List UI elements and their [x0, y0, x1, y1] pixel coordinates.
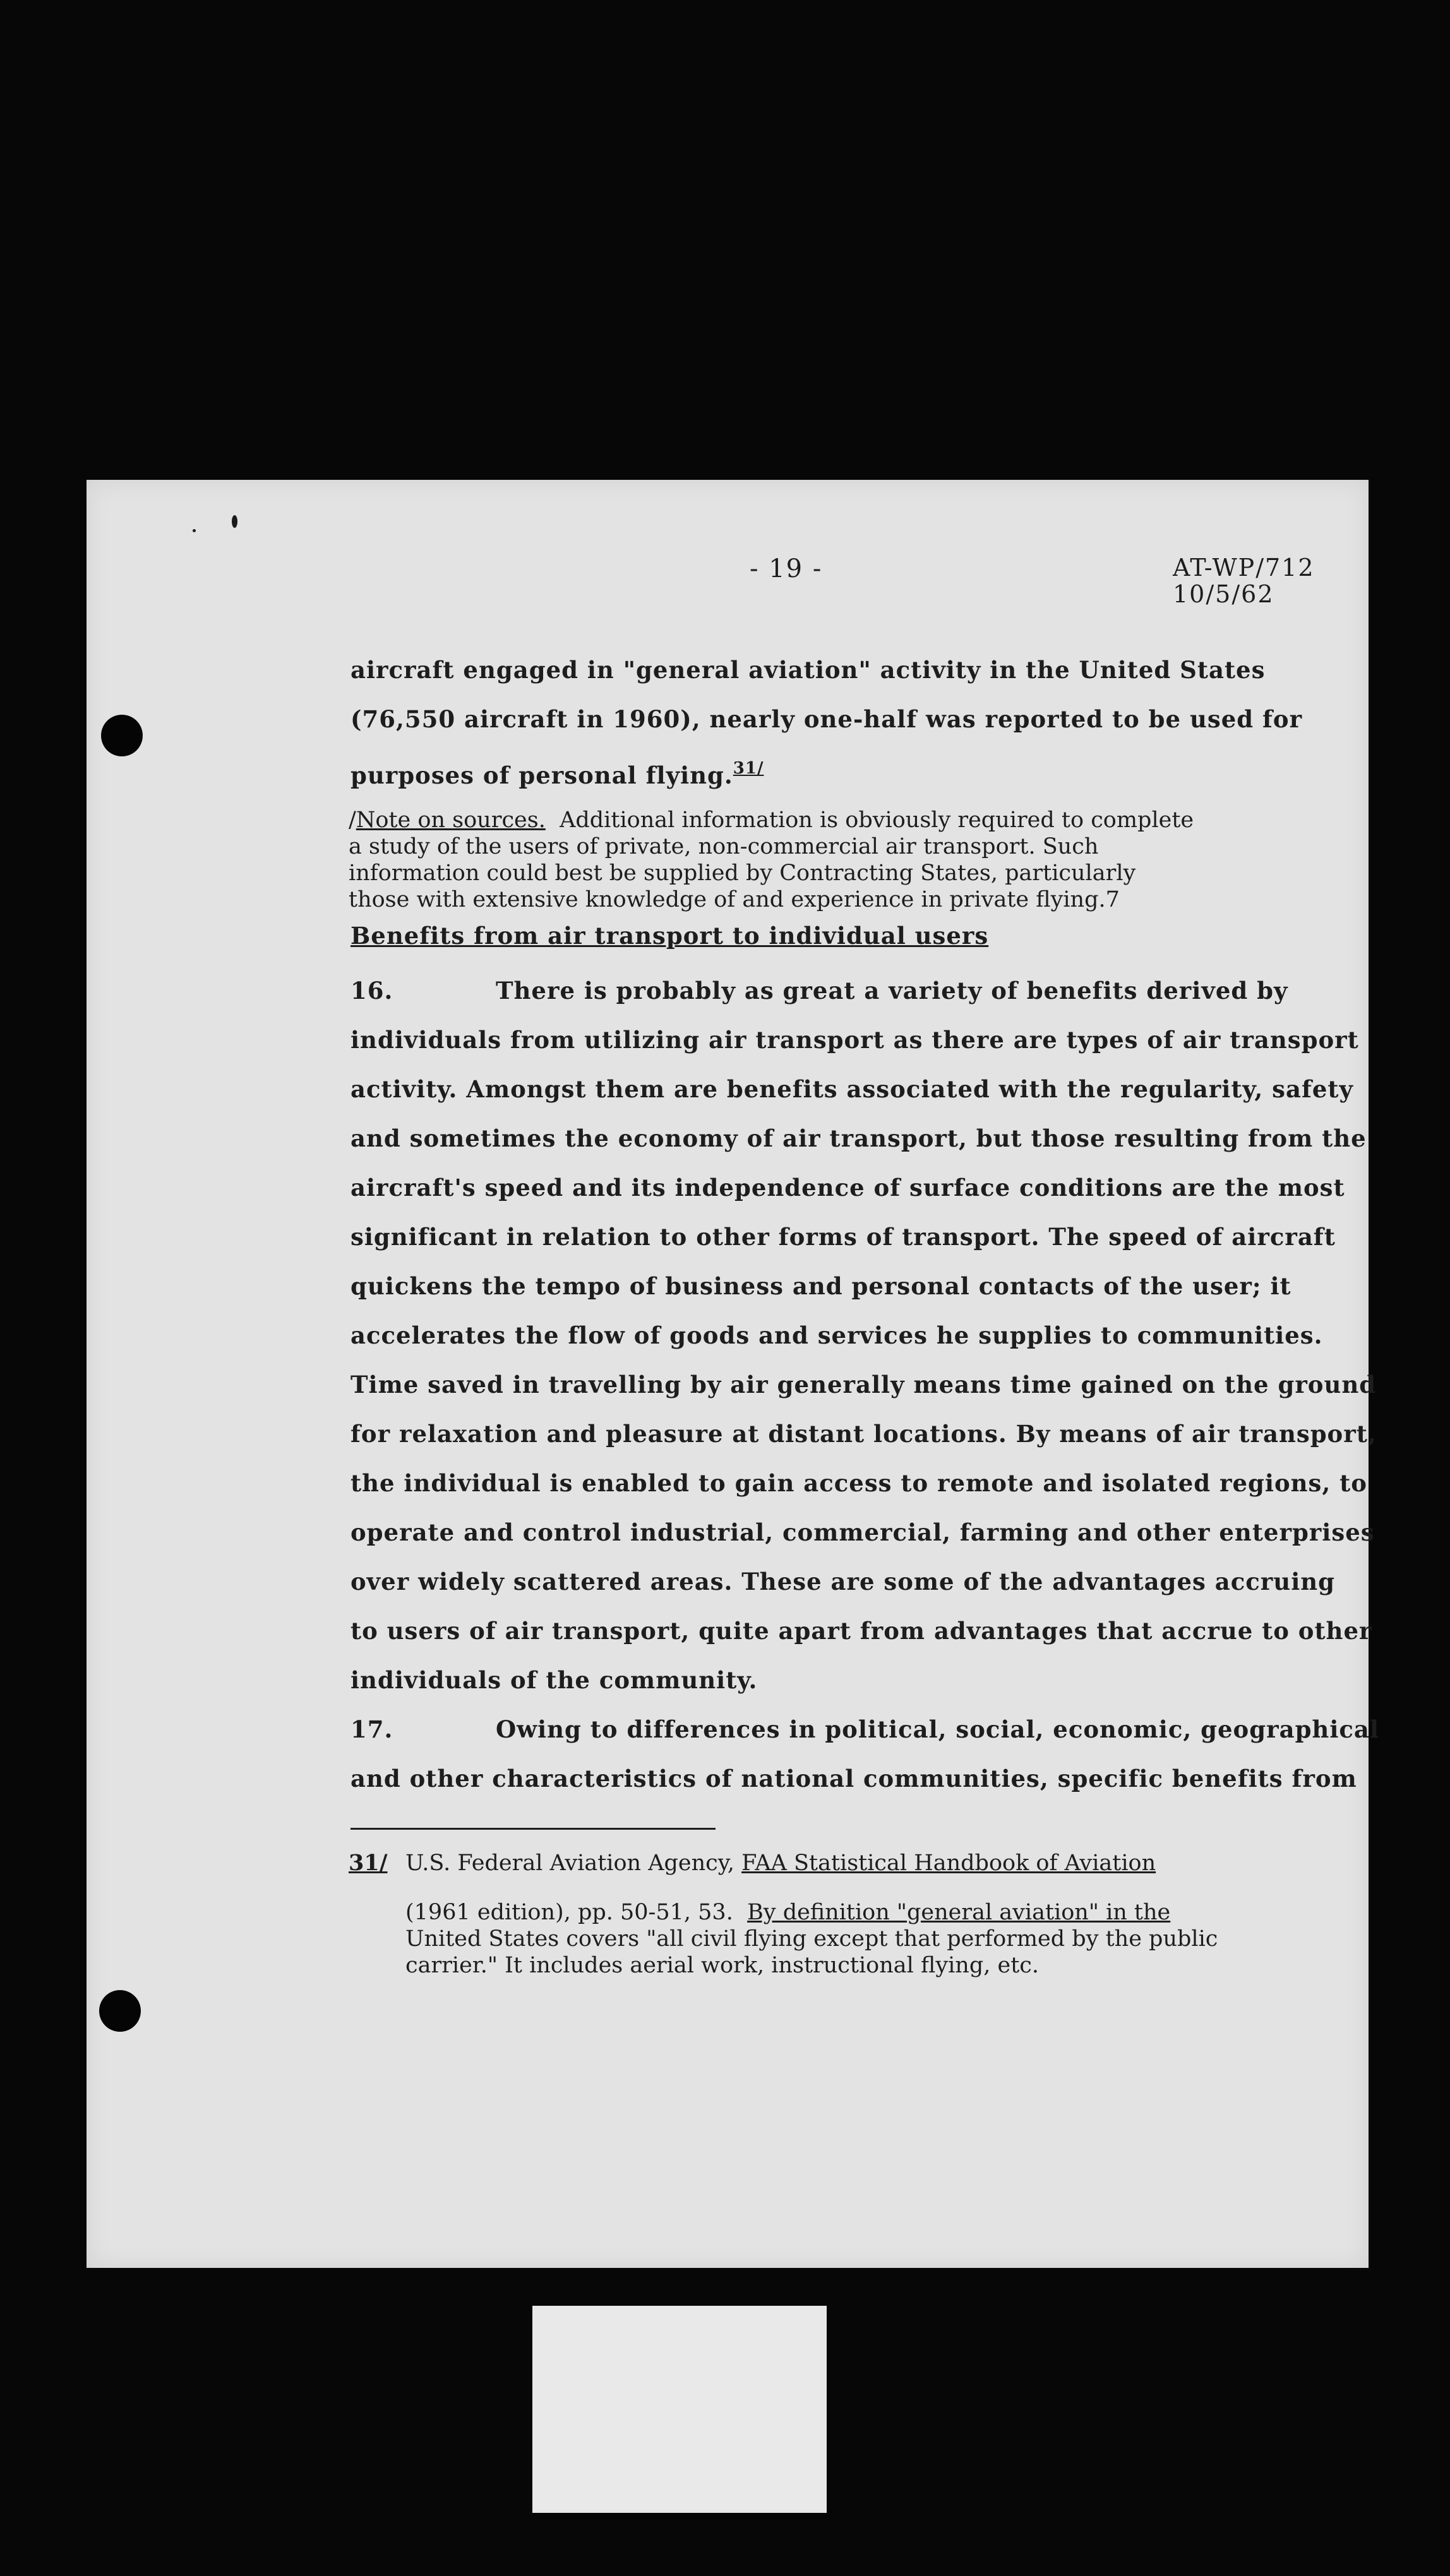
- text-line: Time saved in travelling by air generally means time gained on the ground: [351, 1371, 1377, 1398]
- text-line: aircraft's speed and its independence of surface conditions are the most: [351, 1174, 1345, 1202]
- text-line: over widely scattered areas. These are some of the advantages accruing: [351, 1568, 1336, 1595]
- page-number: - 19 -: [750, 554, 823, 583]
- text-line: [351, 966, 1342, 1015]
- paragraph-number: 17.: [351, 1715, 393, 1743]
- blank-card: [532, 2306, 827, 2513]
- text-line: the individual is enabled to gain access to remote and isolated regions, to: [351, 1469, 1367, 1497]
- doc-ref-code: AT-WP/712: [1173, 554, 1315, 581]
- text-line: significant in relation to other forms of transport. The speed of aircraft: [351, 1223, 1336, 1251]
- text-line: quickens the tempo of business and personal contacts of the user; it: [351, 1272, 1291, 1300]
- paragraph-16: [351, 966, 1377, 1705]
- note-on-sources: [349, 807, 1346, 913]
- speck-mark: [232, 515, 237, 528]
- text-fragment: those with extensive knowledge of and experience in private flying.: [349, 887, 1106, 912]
- text-line: and sometimes the economy of air transport, but those resulting from the: [351, 1124, 1367, 1152]
- paragraph-17: [351, 1705, 1379, 1803]
- text-line: and other characteristics of national communities, specific benefits from: [351, 1765, 1357, 1792]
- text-fragment: (1961 edition), pp. 50-51, 53.: [405, 1900, 748, 1925]
- text-line: [349, 1850, 1218, 1899]
- punch-hole-bottom: [99, 1990, 141, 2032]
- text-line: activity. Amongst them are benefits associated with the regularity, safety: [351, 1075, 1354, 1103]
- text-line: a study of the users of private, non-commercial air transport. Such: [349, 834, 1099, 859]
- paragraph-number: 16.: [351, 977, 393, 1005]
- text-fragment: Owing to differences in political, social, economic, geographical: [496, 1715, 1379, 1743]
- text-line: [349, 886, 1346, 913]
- punch-hole-top: [101, 715, 143, 756]
- text-line: operate and control industrial, commercial, farming and other enterprises: [351, 1518, 1375, 1546]
- note-open-bracket: /: [349, 808, 356, 833]
- section-heading: Benefits from air transport to individual users: [351, 922, 989, 950]
- text-line: information could best be supplied by Contracting States, particularly: [349, 861, 1136, 886]
- text-fragment: Additional information is obviously required to complete: [545, 808, 1194, 833]
- text-line: aircraft engaged in "general aviation" activity in the United States: [351, 656, 1266, 684]
- text-fragment: U.S. Federal Aviation Agency,: [405, 1851, 742, 1876]
- footnote-reference: 31/: [733, 759, 764, 778]
- text-line: [349, 1899, 1218, 1926]
- doc-ref-date: 10/5/62: [1173, 580, 1274, 608]
- note-close-bracket: 7: [1105, 887, 1120, 912]
- text-line: individuals from utilizing air transport as there are types of air transport: [351, 1026, 1359, 1054]
- footnote-divider: [351, 1828, 716, 1830]
- text-line: accelerates the flow of goods and services he supplies to communities.: [351, 1321, 1323, 1349]
- cited-title: FAA Statistical Handbook of Aviation: [741, 1851, 1156, 1876]
- footnote-marker: 31/: [349, 1850, 388, 1876]
- text-fragment: purposes of personal flying.: [351, 761, 733, 789]
- text-fragment: By definition "general aviation" in the: [747, 1900, 1171, 1925]
- text-line: [351, 1705, 1379, 1754]
- intro-paragraph: [351, 645, 1342, 793]
- document-page: [87, 480, 1379, 2268]
- text-line: for relaxation and pleasure at distant locations. By means of air transport,: [351, 1420, 1377, 1448]
- text-line: to users of air transport, quite apart from advantages that accrue to other: [351, 1617, 1372, 1645]
- speck-mark: [193, 529, 196, 532]
- text-line: individuals of the community.: [351, 1666, 758, 1694]
- text-line: United States covers "all civil flying except that performed by the public: [405, 1926, 1218, 1952]
- document-reference: [1173, 554, 1315, 607]
- note-label: Note on sources.: [356, 808, 546, 833]
- text-line: (76,550 aircraft in 1960), nearly one-half was reported to be used for: [351, 705, 1303, 733]
- text-line: [349, 807, 1346, 833]
- text-fragment: There is probably as great a variety of benefits derived by: [496, 977, 1288, 1005]
- text-line: carrier." It includes aerial work, instructional flying, etc.: [405, 1953, 1039, 1978]
- text-line: [351, 744, 1342, 793]
- footnote-31: [349, 1850, 1218, 1979]
